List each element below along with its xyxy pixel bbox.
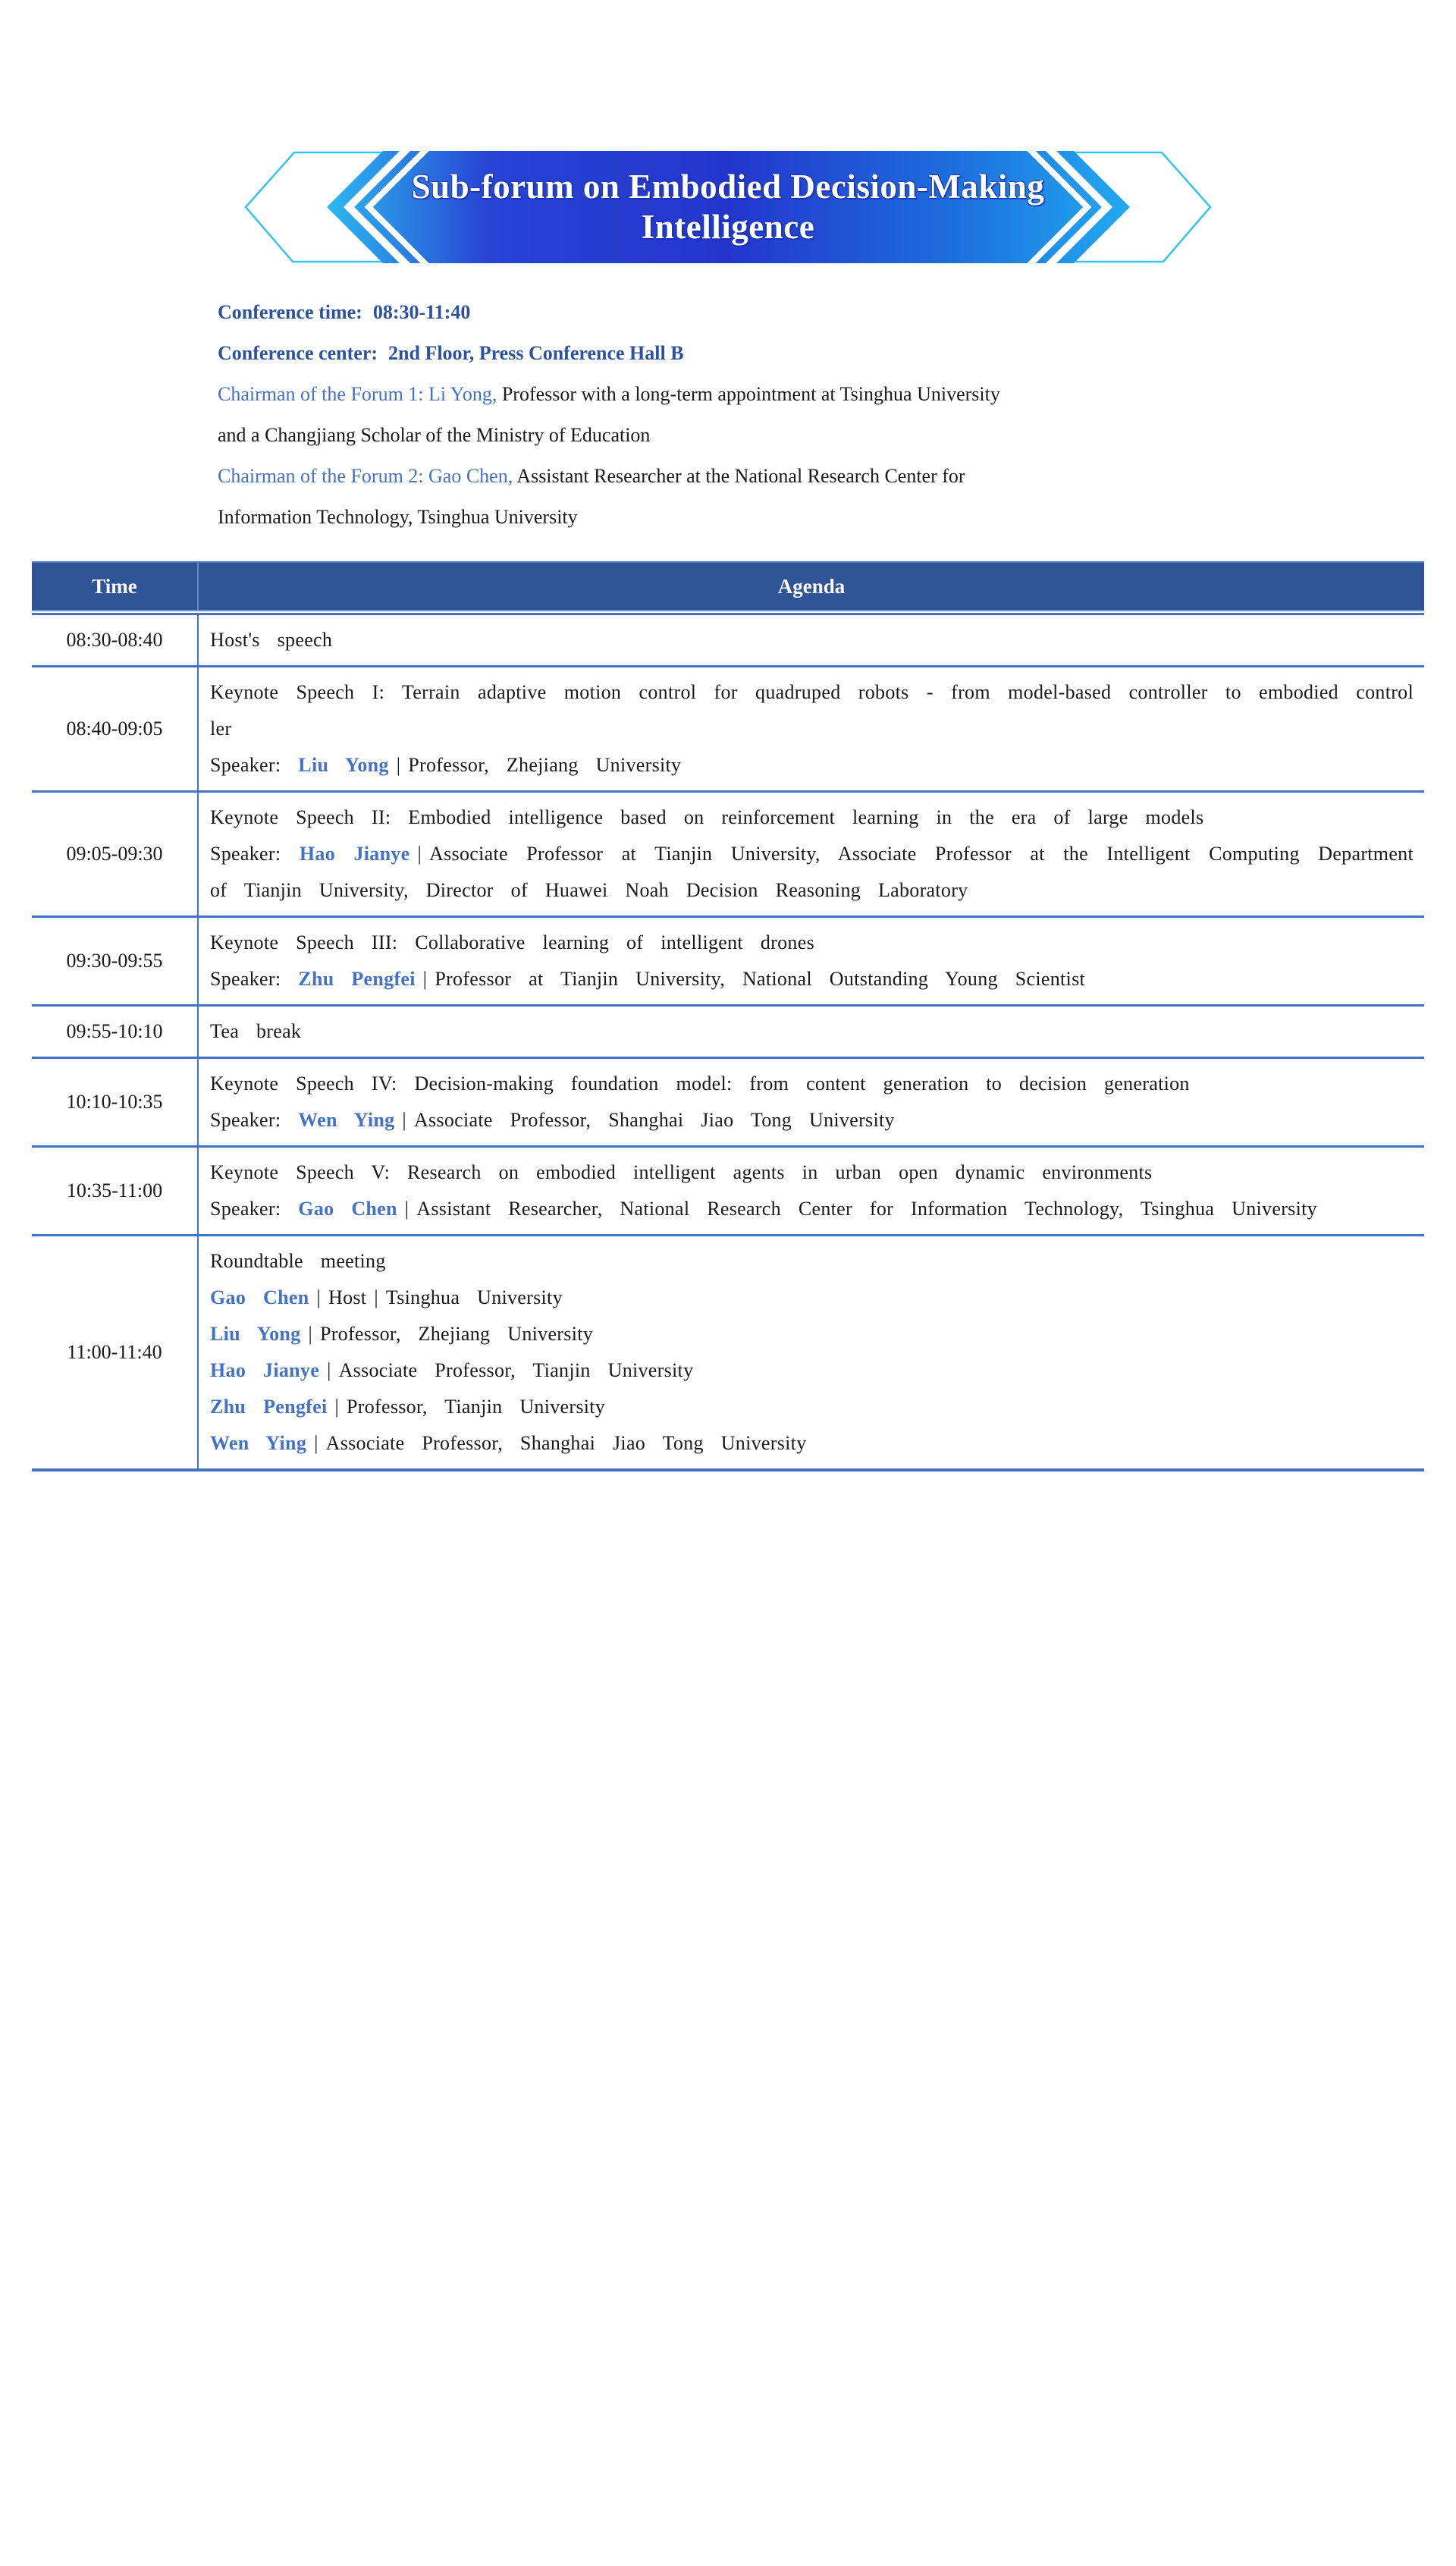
keynote-title: Keynote Speech III: Collaborative learning of intelligent drones <box>210 931 814 953</box>
separator-bar: | <box>422 968 428 990</box>
agenda-cell <box>199 793 1424 916</box>
chairman1-description: Professor with a long-term appointment at Tsinghua University and a Changjiang Scholar of the Ministry of Education <box>218 383 1000 446</box>
speaker-affiliation: Assistant Researcher, National Research Center for Information Technology, Tsinghua University <box>416 1198 1317 1220</box>
participant-affiliation: Professor, Zhejiang University <box>319 1323 594 1345</box>
conference-time-value: 08:30-11:40 <box>372 301 471 323</box>
participant-affiliation: Tsinghua University <box>385 1286 563 1308</box>
participant-name: Liu Yong <box>210 1323 301 1345</box>
speaker-affiliation: Associate Professor at Tianjin University, Associate Professor at the Intelligent Computing Department of Tianjin University, Director of Huawei Noah Decision Reasoning Laboratory <box>210 843 1414 901</box>
speaker-label: Speaker: <box>210 968 281 990</box>
speaker-name: Wen Ying <box>298 1109 395 1131</box>
table-row <box>32 615 1424 667</box>
table-row <box>32 1236 1424 1471</box>
speaker-label: Speaker: <box>210 754 281 776</box>
speaker-line <box>210 1191 1414 1227</box>
keynote-title: Keynote Speech II: Embodied intelligence based on reinforcement learning in the era of large models <box>210 806 1204 828</box>
keynote-title: Keynote Speech V: Research on embodied intelligent agents in urban open dynamic environments <box>210 1161 1153 1183</box>
speaker-name: Hao Jianye <box>299 843 410 865</box>
separator-bar: | <box>316 1286 321 1308</box>
speaker-label: Speaker: <box>210 1198 281 1220</box>
speaker-line <box>210 836 1414 909</box>
table-header-row <box>32 561 1424 611</box>
table-row <box>32 1148 1424 1236</box>
roundtable-title: Roundtable meeting <box>210 1250 386 1272</box>
table-row <box>32 1059 1424 1148</box>
chairman1-name: Chairman of the Forum 1: Li Yong, <box>218 383 497 405</box>
table-row <box>32 667 1424 793</box>
agenda-cell <box>199 1148 1424 1234</box>
separator-bar: | <box>327 1359 331 1381</box>
speaker-label: Speaker: <box>210 1109 281 1131</box>
conference-center-label: Conference center: <box>218 342 378 364</box>
speaker-line <box>210 747 1414 784</box>
time-cell: 10:35-11:00 <box>32 1148 199 1234</box>
speaker-line <box>210 961 1414 997</box>
participant-name: Hao Jianye <box>210 1359 320 1381</box>
agenda-cell <box>199 1236 1424 1468</box>
table-row <box>32 1007 1424 1059</box>
separator-bar: | <box>404 1198 410 1220</box>
banner-title <box>235 149 1221 265</box>
conference-time-line <box>218 292 1006 333</box>
keynote-title: Keynote Speech IV: Decision-making foundation model: from content generation to decision generation <box>210 1073 1190 1095</box>
participant-name: Zhu Pengfei <box>210 1396 328 1418</box>
speaker-name: Liu Yong <box>298 754 389 776</box>
time-cell: 11:00-11:40 <box>32 1236 199 1468</box>
header-time: Time <box>32 563 199 610</box>
separator-bar: | <box>374 1286 378 1308</box>
banner-title-line2: Intelligence <box>641 208 815 246</box>
speaker-affiliation: Professor, Zhejiang University <box>408 754 682 776</box>
chairman2-name: Chairman of the Forum 2: Gao Chen, <box>218 465 513 487</box>
speaker-name: Zhu Pengfei <box>298 968 416 990</box>
time-cell: 09:55-10:10 <box>32 1007 199 1057</box>
agenda-cell <box>199 667 1424 790</box>
conference-center-value: 2nd Floor, Press Conference Hall B <box>388 342 684 364</box>
table-row <box>32 793 1424 918</box>
participant-role: Host <box>328 1286 367 1308</box>
speaker-affiliation: Associate Professor, Shanghai Jiao Tong University <box>413 1109 895 1131</box>
agenda-table <box>32 561 1424 1471</box>
conference-time-label: Conference time: <box>218 301 362 323</box>
participant-line <box>210 1389 1414 1425</box>
participant-name: Gao Chen <box>210 1286 309 1308</box>
agenda-text: Tea break <box>210 1020 302 1042</box>
speaker-line <box>210 1102 1414 1139</box>
participant-line <box>210 1352 1414 1389</box>
agenda-text: Host's speech <box>210 629 333 651</box>
participant-line <box>210 1316 1414 1352</box>
participant-affiliation: Associate Professor, Tianjin University <box>338 1359 694 1381</box>
separator-bar: | <box>334 1396 340 1418</box>
agenda-cell <box>199 615 1424 665</box>
participant-affiliation: Professor, Tianjin University <box>347 1396 606 1418</box>
speaker-name: Gao Chen <box>298 1198 397 1220</box>
separator-bar: | <box>396 754 401 776</box>
separator-bar: | <box>314 1432 318 1454</box>
conference-info <box>218 292 1006 538</box>
agenda-cell <box>199 1059 1424 1145</box>
time-cell: 09:05-09:30 <box>32 793 199 916</box>
keynote-title: Keynote Speech I: Terrain adaptive motion control for quadruped robots - from model-based controller to embodied controller <box>210 681 1414 740</box>
time-cell: 09:30-09:55 <box>32 918 199 1004</box>
banner-title-line1: Sub-forum on Embodied Decision-Making <box>411 168 1045 206</box>
time-cell: 08:30-08:40 <box>32 615 199 665</box>
chairman2-line <box>218 456 1006 538</box>
banner <box>235 149 1221 265</box>
agenda-cell <box>199 918 1424 1004</box>
separator-bar: | <box>402 1109 406 1131</box>
chairman1-line <box>218 374 1006 456</box>
participant-name: Wen Ying <box>210 1432 307 1454</box>
speaker-affiliation: Professor at Tianjin University, National Outstanding Young Scientist <box>435 968 1086 990</box>
participant-line <box>210 1280 1414 1316</box>
time-cell: 08:40-09:05 <box>32 667 199 790</box>
time-cell: 10:10-10:35 <box>32 1059 199 1145</box>
speaker-label: Speaker: <box>210 843 281 865</box>
agenda-cell <box>199 1007 1424 1057</box>
participant-line <box>210 1425 1414 1462</box>
table-row <box>32 918 1424 1007</box>
separator-bar: | <box>417 843 422 865</box>
chairman2-description: Assistant Researcher at the National Research Center for Information Technology, Tsinghua University <box>218 465 965 528</box>
header-agenda: Agenda <box>777 574 846 598</box>
separator-bar: | <box>308 1323 312 1345</box>
participant-affiliation: Associate Professor, Shanghai Jiao Tong University <box>325 1432 807 1454</box>
conference-center-line <box>218 333 1006 374</box>
